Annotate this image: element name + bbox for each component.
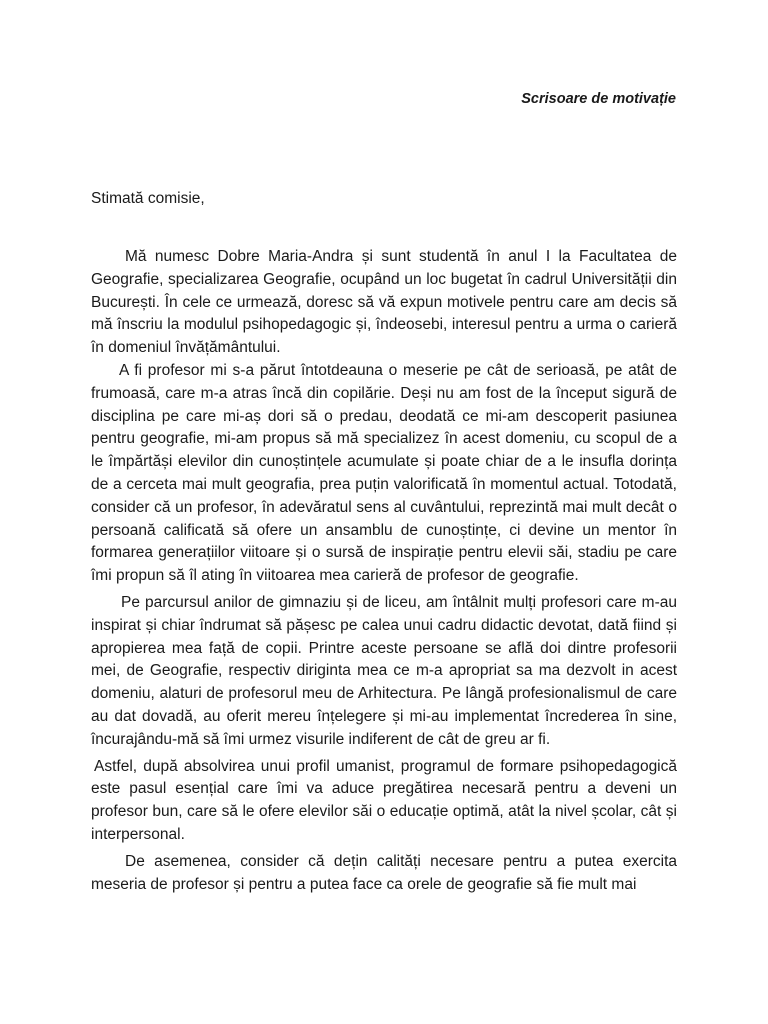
paragraph-qualities: De asemenea, consider că dețin calități necesare pentru a putea exercita meseria de profesor și pentru a putea face ca orele de geografie să fie mult mai [91, 852, 677, 893]
document-title: Scrisoare de motivație [521, 91, 676, 107]
paragraph-introduction: Mă numesc Dobre Maria-Andra și sunt studentă în anul I la Facultatea de Geografie, specializarea Geografie, ocupând un loc bugetat în cadrul Universității din București. În cele ce urmează, doresc să vă expun motivele pentru care am decis să mă înscriu la modulul psihopedagogic și, îndeosebi, interesul pentru a urma o carieră în domeniul învățământului. [91, 248, 677, 357]
letter-body [91, 246, 677, 896]
salutation: Stimată comisie, [91, 190, 205, 207]
paragraph-program: Astfel, după absolvirea unui profil umanist, programul de formare psihopedagogică este pasul esențial care îmi va aduce pregătirea necesară pentru a deveni un profesor bun, care să le ofere elevilor săi o educație optimă, atât la nivel școlar, cât și interpersonal. [91, 757, 677, 843]
paragraph-motivation: A fi profesor mi s-a părut întotdeauna o meserie pe cât de serioasă, pe atât de frumoasă, care m-a atras încă din copilărie. Deși nu am fost de la început sigură de disciplina pe care mi-aș dori să o predau, deodată ce mi-am descoperit pasiunea pentru geografie, mi-am propus să mă specializez în acest domeniu, cu scopul de a le împărtăși elevilor din cunoștințele acumulate și poate chiar de a le insufla dorința de a cerceta mai mult geografia, prea puțin valorificată în momentul actual. Totodată, consider că un profesor, în adevăratul sens al cuvântului, reprezintă mai mult decât o persoană calificată să ofere un ansamblu de cunoștințe, ci devine un mentor în formarea generațiilor viitoare și o sursă de inspirație pentru elevii săi, stadiu pe care îmi propun să îl ating în viitoarea mea carieră de profesor de geografie. [91, 361, 677, 585]
paragraph-mentors: Pe parcursul anilor de gimnaziu și de liceu, am întâlnit mulți profesori care m-au inspirat și chiar îndrumat să pășesc pe calea unui cadru didactic devotat, dată fiind și apropierea mea față de copii. Printre aceste persoane se află doi dintre profesorii mei, de Geografie, respectiv diriginta mea ce m-a apropriat sa ma dezvolt in acest domeniu, alaturi de profesorul meu de Arhitectura. Pe lângă profesionalismul de care au dat dovadă, au oferit mereu înțelegere și mi-au implementat încrederea în sine, încurajându-mă să îmi urmez visurile indiferent de cât de greu ar fi. [91, 593, 677, 748]
